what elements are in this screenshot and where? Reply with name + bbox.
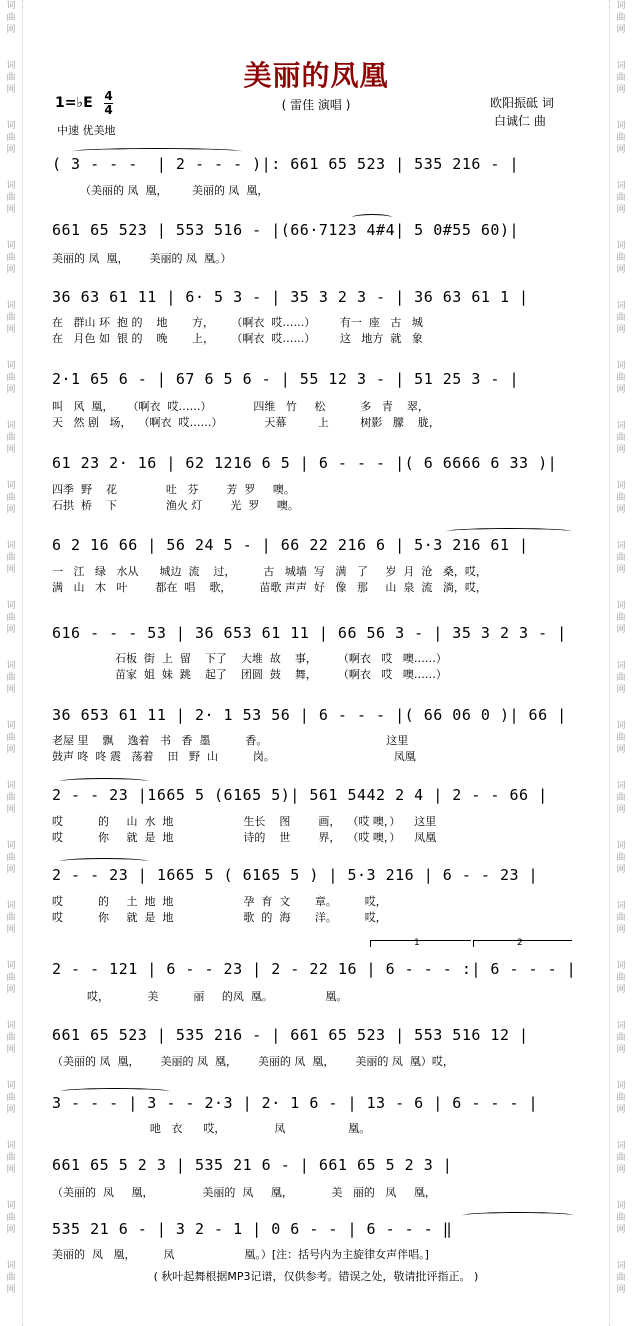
watermark-mark <box>610 0 632 36</box>
watermark-char: 曲 <box>616 973 626 983</box>
watermark-char: 词 <box>616 841 626 851</box>
watermark-char: 网 <box>6 1105 16 1115</box>
watermark-char: 网 <box>6 1045 16 1055</box>
volta-first-label: 1 <box>414 938 420 948</box>
watermark-char: 词 <box>6 841 16 851</box>
watermark-char: 词 <box>6 181 16 191</box>
watermark-char: 词 <box>616 901 626 911</box>
watermark-mark <box>0 840 22 876</box>
right-watermark-strip <box>609 0 632 1326</box>
volta-second-label: 2 <box>517 938 523 948</box>
watermark-mark <box>610 120 632 156</box>
lyric-line: 在 群山 环 抱 的 地 方， （啊衣 哎……） 有一 座 古 城 <box>52 316 423 329</box>
lyric-line: 老屋 里 飘 逸着 书 香 墨 香。 这里 <box>52 734 409 747</box>
lyric-line: 石拱 桥 下 渔火 灯 光 罗 噢。 <box>52 499 299 512</box>
lyric-line: 在 月色 如 银 的 晚 上， （啊衣 哎……） 这 地方 就 象 <box>52 332 423 345</box>
watermark-mark <box>0 1020 22 1056</box>
watermark-mark <box>0 0 22 36</box>
watermark-char: 词 <box>616 241 626 251</box>
watermark-char: 词 <box>616 661 626 671</box>
composer-credit: 白诚仁 曲 <box>494 114 546 128</box>
watermark-char: 曲 <box>6 793 16 803</box>
watermark-mark <box>0 660 22 696</box>
left-watermark-strip <box>0 0 23 1326</box>
lyric-line: 哎 的 山 水 地 生长 图 画， （哎 噢，） 这里 <box>52 815 437 828</box>
watermark-char: 曲 <box>616 1213 626 1223</box>
watermark-char: 曲 <box>616 133 626 143</box>
watermark-char: 曲 <box>616 553 626 563</box>
watermark-char: 网 <box>616 1225 626 1235</box>
lyric-line: 叫 风 凰， （啊衣 哎……） 四维 竹 松 多 青 翠， <box>52 400 429 413</box>
watermark-char: 曲 <box>6 1213 16 1223</box>
watermark-mark <box>610 360 632 396</box>
lyric-line: 四季 野 花 吐 芬 芳 罗 噢。 <box>52 483 295 496</box>
watermark-mark <box>610 840 632 876</box>
watermark-mark <box>0 540 22 576</box>
watermark-char: 曲 <box>616 1093 626 1103</box>
watermark-char: 网 <box>616 685 626 695</box>
watermark-char: 词 <box>6 481 16 491</box>
notation-line: 661 65 523 | 535 216 - | 661 65 523 | 553 516 12 | <box>52 1026 529 1044</box>
notation-line: 661 65 5 2 3 | 535 21 6 - | 661 65 5 2 3 | <box>52 1156 453 1174</box>
watermark-char: 曲 <box>616 253 626 263</box>
watermark-char: 词 <box>6 721 16 731</box>
watermark-char: 网 <box>616 625 626 635</box>
watermark-mark <box>610 240 632 276</box>
watermark-mark <box>0 1080 22 1116</box>
watermark-mark <box>610 720 632 756</box>
watermark-char: 词 <box>616 1081 626 1091</box>
slur <box>60 1088 170 1095</box>
notation-line: 661 65 523 | 553 516 - |(66·7123 4#4| 5 0#55 60)| <box>52 221 520 239</box>
lyric-line: （美丽的 凤 凰， 美丽的 凤 凰， 美 丽的 凤 凰， <box>52 1186 436 1199</box>
watermark-mark <box>610 420 632 456</box>
watermark-char: 词 <box>6 61 16 71</box>
watermark-char: 网 <box>6 625 16 635</box>
watermark-mark <box>610 780 632 816</box>
watermark-char: 曲 <box>6 253 16 263</box>
watermark-char: 词 <box>616 301 626 311</box>
watermark-char: 曲 <box>616 1033 626 1043</box>
watermark-char: 曲 <box>616 193 626 203</box>
lyric-line: 哎 的 土 地 地 孕 育 文 章。 哎， <box>52 895 387 908</box>
watermark-char: 曲 <box>6 853 16 863</box>
watermark-char: 网 <box>6 85 16 95</box>
watermark-char: 词 <box>616 61 626 71</box>
time-signature-bottom: 4 <box>104 103 113 117</box>
notation-line: 36 63 61 11 | 6· 5 3 - | 35 3 2 3 - | 36 63 61 1 | <box>52 288 529 306</box>
watermark-char: 词 <box>6 361 16 371</box>
watermark-char: 曲 <box>616 1153 626 1163</box>
watermark-char: 曲 <box>616 793 626 803</box>
watermark-char: 词 <box>6 601 16 611</box>
watermark-char: 词 <box>616 121 626 131</box>
watermark-char: 网 <box>616 325 626 335</box>
watermark-char: 网 <box>6 325 16 335</box>
watermark-char: 网 <box>616 985 626 995</box>
watermark-char: 词 <box>6 301 16 311</box>
performer: ( 雷佳 演唱 ) <box>281 98 351 112</box>
watermark-char: 词 <box>616 721 626 731</box>
lyric-line: 天 然 剧 场， （啊衣 哎……） 天幕 上 树影 朦 胧， <box>52 416 440 429</box>
watermark-mark <box>610 900 632 936</box>
watermark-mark <box>610 1200 632 1236</box>
watermark-mark <box>0 1200 22 1236</box>
watermark-char: 词 <box>6 121 16 131</box>
watermark-char: 网 <box>616 865 626 875</box>
watermark-char: 网 <box>6 925 16 935</box>
song-title: 美丽的凤凰 <box>243 59 389 92</box>
watermark-char: 词 <box>616 1141 626 1151</box>
watermark-mark <box>610 660 632 696</box>
watermark-char: 曲 <box>616 313 626 323</box>
watermark-mark <box>0 780 22 816</box>
watermark-char: 词 <box>616 1201 626 1211</box>
watermark-mark <box>610 600 632 636</box>
watermark-char: 网 <box>616 1045 626 1055</box>
watermark-mark <box>610 1020 632 1056</box>
watermark-char: 词 <box>616 1 626 11</box>
lyric-line: 哎 你 就 是 地 诗的 世 界， （哎 噢，） 凤凰 <box>52 831 437 844</box>
watermark-char: 网 <box>616 565 626 575</box>
lyric-line: 美丽的 凤 凰， 美丽的 凤 凰。） <box>52 252 232 265</box>
watermark-char: 曲 <box>6 1093 16 1103</box>
watermark-char: 词 <box>616 1021 626 1031</box>
watermark-char: 词 <box>616 421 626 431</box>
watermark-char: 网 <box>616 205 626 215</box>
watermark-char: 网 <box>6 565 16 575</box>
slur <box>72 148 242 155</box>
watermark-char: 曲 <box>6 1273 16 1283</box>
watermark-char: 曲 <box>616 853 626 863</box>
watermark-char: 词 <box>6 241 16 251</box>
watermark-char: 词 <box>616 181 626 191</box>
watermark-char: 网 <box>616 385 626 395</box>
watermark-mark <box>610 480 632 516</box>
watermark-char: 曲 <box>616 493 626 503</box>
watermark-mark <box>0 480 22 516</box>
notation-line: 3 - - - | 3 - - 2·3 | 2· 1 6 - | 13 - 6 | 6 - - - | <box>52 1094 539 1112</box>
watermark-mark <box>610 540 632 576</box>
watermark-mark <box>0 1140 22 1176</box>
watermark-char: 词 <box>616 361 626 371</box>
notation-line: 2·1 65 6 - | 67 6 5 6 - | 55 12 3 - | 51 25 3 - | <box>52 370 520 388</box>
notation-line: 616 - - - 53 | 36 653 61 11 | 66 56 3 - | 35 3 2 3 - | <box>52 624 567 642</box>
watermark-char: 网 <box>616 145 626 155</box>
watermark-char: 曲 <box>6 313 16 323</box>
watermark-char: 网 <box>616 745 626 755</box>
watermark-char: 网 <box>616 505 626 515</box>
watermark-char: 曲 <box>616 613 626 623</box>
watermark-char: 网 <box>6 805 16 815</box>
watermark-char: 曲 <box>6 913 16 923</box>
watermark-mark <box>610 300 632 336</box>
watermark-char: 曲 <box>6 613 16 623</box>
watermark-char: 曲 <box>616 1273 626 1283</box>
watermark-char: 网 <box>6 685 16 695</box>
watermark-mark <box>0 240 22 276</box>
watermark-char: 曲 <box>616 733 626 743</box>
notation-line: 61 23 2· 16 | 62 1216 6 5 | 6 - - - |( 6 6666 6 33 )| <box>52 454 558 472</box>
watermark-char: 网 <box>6 505 16 515</box>
watermark-char: 词 <box>616 961 626 971</box>
watermark-mark <box>610 1080 632 1116</box>
notation-line: ( 3 - - - | 2 - - - )|: 661 65 523 | 535 216 - | <box>52 155 520 173</box>
watermark-char: 词 <box>6 421 16 431</box>
watermark-char: 网 <box>616 265 626 275</box>
watermark-char: 网 <box>616 25 626 35</box>
watermark-char: 网 <box>616 445 626 455</box>
watermark-char: 曲 <box>6 73 16 83</box>
notation-line: 2 - - 23 |1665 5 (6165 5)| 561 5442 2 4 | 2 - - 66 | <box>52 786 548 804</box>
notation-line: 535 21 6 - | 3 2 - 1 | 0 6 - - | 6 - - - ‖ <box>52 1220 453 1238</box>
notation-line: 2 - - 23 | 1665 5 ( 6165 5 ) | 5·3 216 | 6 - - 23 | <box>52 866 539 884</box>
watermark-char: 曲 <box>6 373 16 383</box>
watermark-char: 曲 <box>6 553 16 563</box>
watermark-char: 词 <box>6 1261 16 1271</box>
watermark-char: 网 <box>6 745 16 755</box>
slur <box>462 1212 574 1219</box>
watermark-char: 网 <box>6 205 16 215</box>
tempo-marking: 中速 优美地 <box>57 124 116 137</box>
watermark-char: 网 <box>6 445 16 455</box>
watermark-char: 网 <box>616 805 626 815</box>
watermark-char: 词 <box>616 481 626 491</box>
watermark-char: 曲 <box>616 73 626 83</box>
watermark-mark <box>0 600 22 636</box>
watermark-mark <box>0 300 22 336</box>
lyric-line: 一 江 绿 水从 城边 流 过， 古 城墙 写 满 了 岁 月 沧 桑，哎， <box>52 565 487 578</box>
watermark-char: 网 <box>6 145 16 155</box>
watermark-char: 曲 <box>616 673 626 683</box>
watermark-mark <box>0 960 22 996</box>
watermark-char: 曲 <box>6 1153 16 1163</box>
notation-line: 36 653 61 11 | 2· 1 53 56 | 6 - - - |( 66 06 0 )| 66 | <box>52 706 567 724</box>
watermark-char: 网 <box>6 985 16 995</box>
watermark-mark <box>0 180 22 216</box>
watermark-char: 曲 <box>616 913 626 923</box>
watermark-char: 曲 <box>616 13 626 23</box>
lyricist-credit: 欧阳振砥 词 <box>490 96 554 110</box>
slur <box>60 778 148 785</box>
lyric-line: （美丽的 凤 凰， 美丽的 凤 凰， 美丽的 凤 凰， 美丽的 凤 凰）哎， <box>52 1055 454 1068</box>
watermark-char: 网 <box>616 1165 626 1175</box>
watermark-char: 网 <box>6 25 16 35</box>
slur <box>60 858 148 865</box>
watermark-char: 网 <box>616 925 626 935</box>
watermark-mark <box>0 120 22 156</box>
watermark-mark <box>0 360 22 396</box>
watermark-char: 曲 <box>6 13 16 23</box>
lyric-line: 苗家 姐 妹 跳 起了 团圆 鼓 舞， （啊衣 哎 噢……） <box>52 668 447 681</box>
watermark-char: 词 <box>6 541 16 551</box>
watermark-char: 词 <box>6 1081 16 1091</box>
key-signature: 1=♭E <box>55 95 93 111</box>
lyric-line: 美丽的 凤 凰， 凤 凰。）[注：括号内为主旋律女声伴唱。] <box>52 1248 429 1261</box>
lyric-line: 鼓声 咚 咚 震 荡着 田 野 山 岗。 凤凰 <box>52 750 416 763</box>
lyric-line: 哎 你 就 是 地 歌 的 海 洋。 哎， <box>52 911 387 924</box>
watermark-char: 曲 <box>616 373 626 383</box>
watermark-char: 曲 <box>6 673 16 683</box>
watermark-char: 网 <box>6 1285 16 1295</box>
watermark-char: 词 <box>6 661 16 671</box>
watermark-char: 网 <box>6 265 16 275</box>
watermark-char: 曲 <box>6 733 16 743</box>
watermark-char: 曲 <box>6 973 16 983</box>
lyric-line: 吔 衣 哎， 凤 凰。 <box>52 1122 371 1135</box>
watermark-char: 词 <box>6 1 16 11</box>
notation-line: 2 - - 121 | 6 - - 23 | 2 - 22 16 | 6 - - - :| 6 - - - | <box>52 960 577 978</box>
notation-line: 6 2 16 66 | 56 24 5 - | 66 22 216 6 | 5·3 216 61 | <box>52 536 529 554</box>
watermark-mark <box>610 1140 632 1176</box>
watermark-mark <box>610 960 632 996</box>
watermark-char: 词 <box>616 1261 626 1271</box>
slur <box>446 528 572 535</box>
watermark-char: 曲 <box>6 493 16 503</box>
slur <box>352 214 392 221</box>
lyric-line: 满 山 木 叶 都在 唱 歌， 苗歌 声声 好 像 那 山 泉 流 淌，哎， <box>52 581 487 594</box>
lyric-line: 石板 街 上 留 下了 大堆 故 事， （啊衣 哎 噢……） <box>52 652 447 665</box>
watermark-char: 网 <box>616 1285 626 1295</box>
watermark-mark <box>0 420 22 456</box>
transcriber-note: ( 秋叶起舞根据MP3记谱，仅供参考。错误之处，敬请批评指正。 ) <box>153 1270 479 1283</box>
watermark-char: 词 <box>616 781 626 791</box>
watermark-mark <box>0 720 22 756</box>
watermark-mark <box>610 180 632 216</box>
watermark-char: 词 <box>6 961 16 971</box>
watermark-char: 词 <box>6 1141 16 1151</box>
time-signature <box>104 91 113 116</box>
watermark-char: 词 <box>6 1021 16 1031</box>
watermark-char: 曲 <box>6 193 16 203</box>
watermark-mark <box>0 900 22 936</box>
watermark-char: 词 <box>6 901 16 911</box>
watermark-char: 词 <box>6 781 16 791</box>
watermark-char: 词 <box>6 1201 16 1211</box>
watermark-char: 词 <box>616 541 626 551</box>
watermark-char: 网 <box>6 1225 16 1235</box>
lyric-line: （美丽的 凤 凰， 美丽的 凤 凰， <box>52 184 269 197</box>
watermark-char: 曲 <box>616 433 626 443</box>
watermark-char: 曲 <box>6 133 16 143</box>
time-signature-top: 4 <box>104 89 113 103</box>
watermark-char: 词 <box>616 601 626 611</box>
watermark-char: 网 <box>6 865 16 875</box>
watermark-char: 网 <box>616 1105 626 1115</box>
watermark-char: 网 <box>616 85 626 95</box>
watermark-char: 网 <box>6 385 16 395</box>
lyric-line: 哎， 美 丽 的凤 凰。 凰。 <box>52 990 348 1003</box>
watermark-char: 曲 <box>6 433 16 443</box>
watermark-char: 曲 <box>6 1033 16 1043</box>
watermark-char: 网 <box>6 1165 16 1175</box>
